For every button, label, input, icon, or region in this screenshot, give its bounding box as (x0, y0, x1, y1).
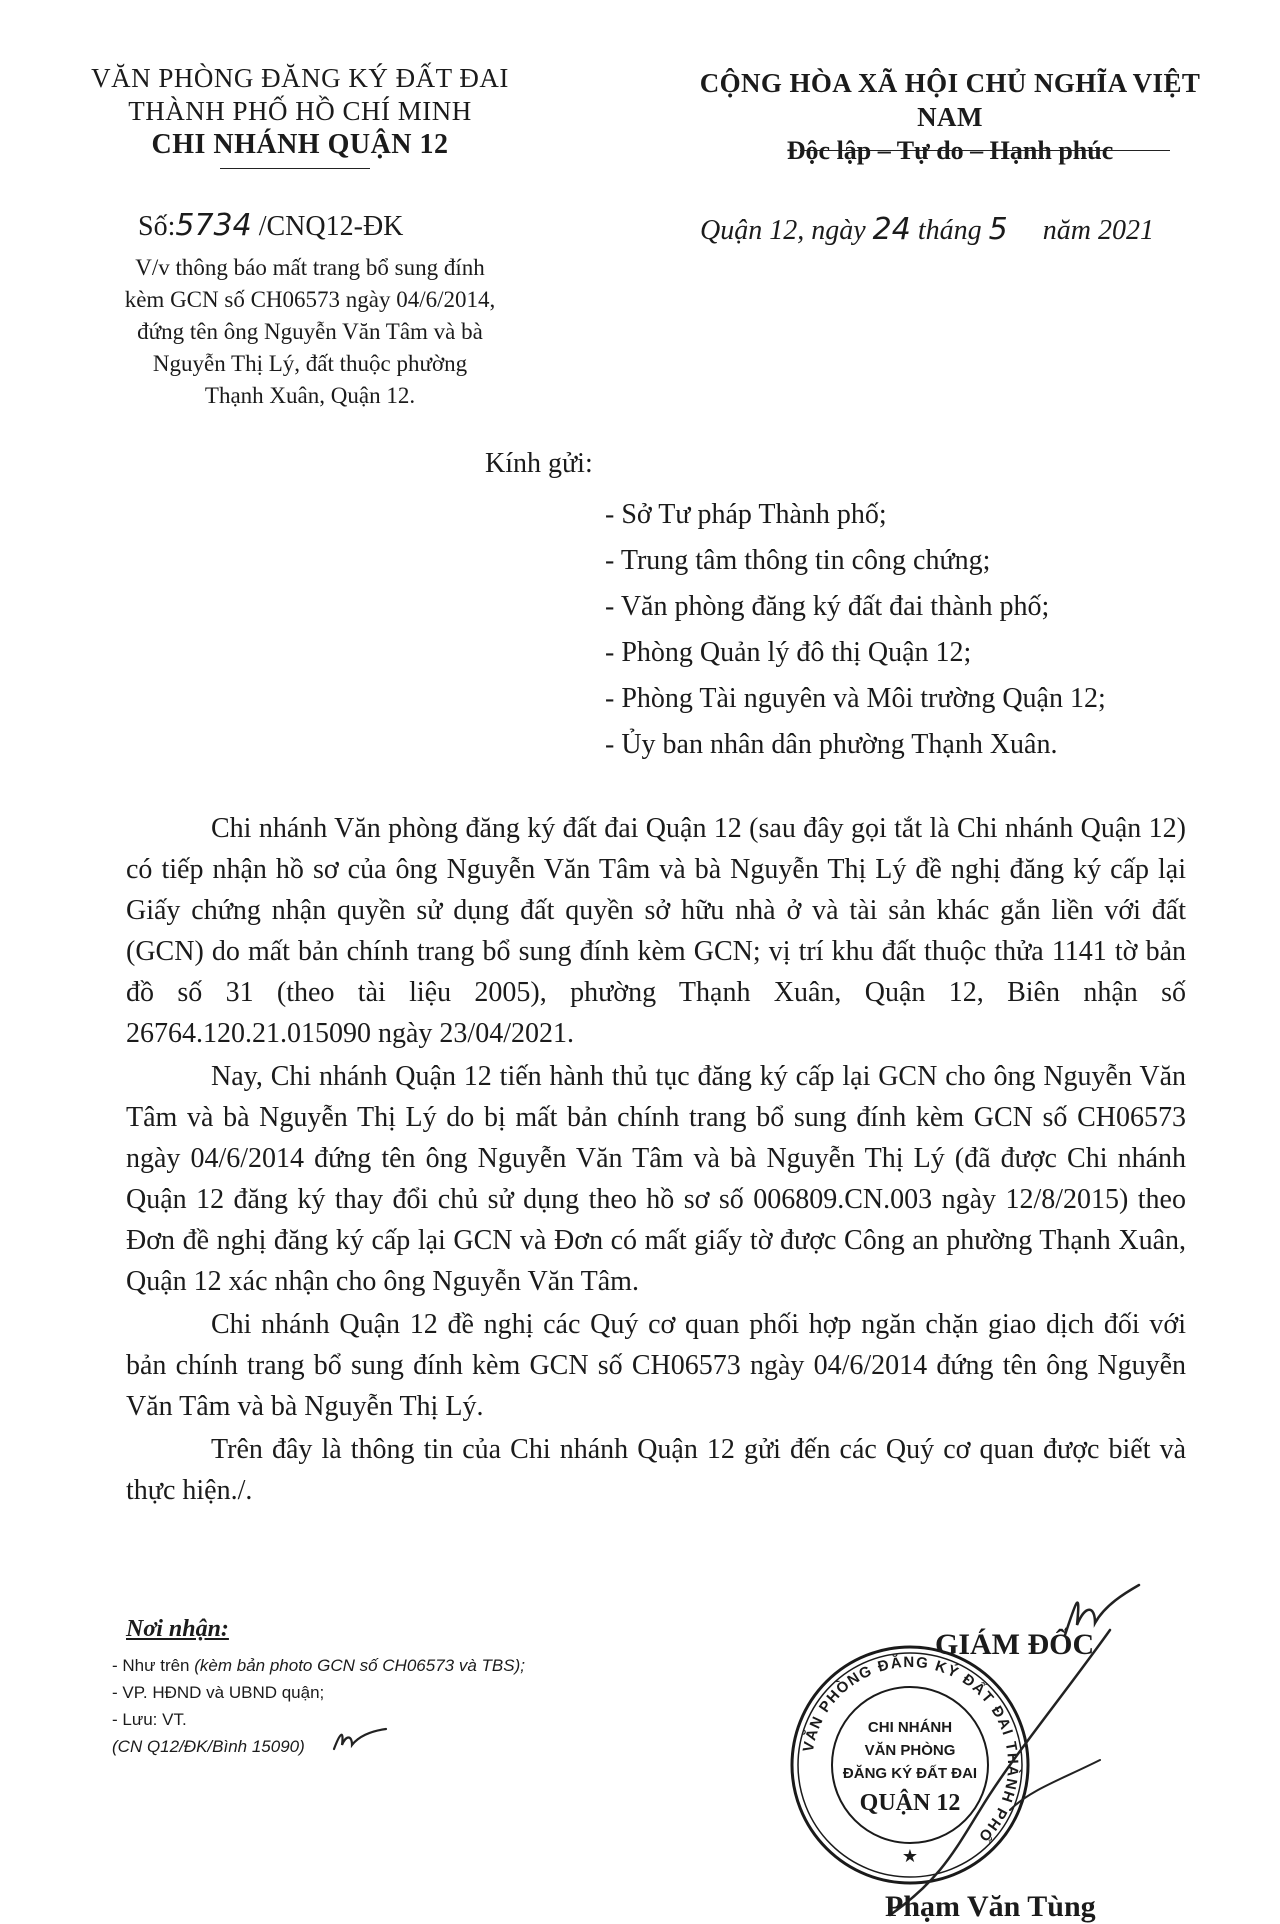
subject-line: Thạnh Xuân, Quận 12. (204, 383, 416, 408)
distribution-item (112, 1706, 525, 1733)
body-paragraph: Nay, Chi nhánh Quận 12 tiến hành thủ tục đăng ký cấp lại GCN cho ông Nguyễn Văn Tâm và bà Nguyễn Thị Lý do bị mất bản chính trang bổ sung đính kèm GCN số CH06573 ngày 04/6/2014 đứng tên ông Nguyễn Văn Tâm và bà Nguyễn Thị Lý (đã được Chi nhánh Quận 12 đăng ký thay đổi chủ sử dụng theo hồ sơ số 006809.CN.003 ngày 12/8/2015) theo Đơn đề nghị đăng ký cấp lại GCN và Đơn có mất giấy tờ được Công an phường Thạnh Xuân, Quận 12 xác nhận cho ông Nguyễn Văn Tâm. (126, 1061, 1186, 1297)
seal-inner-line: ĐĂNG KÝ ĐẤT ĐAI (842, 1765, 978, 1782)
document-number (138, 208, 403, 243)
date-place: Quận 12, ngày (700, 215, 866, 246)
distribution-title: Nơi nhận: (126, 1616, 229, 1642)
greeting: Kính gửi: (485, 448, 593, 479)
initials-signature (330, 1725, 390, 1755)
signature-initial (1055, 1575, 1145, 1645)
seal-inner-line: VĂN PHÒNG (864, 1742, 956, 1759)
subject-line: Nguyễn Thị Lý, đất thuộc phường (152, 351, 468, 376)
seal-inner-line: QUẬN 12 (859, 1790, 961, 1816)
date-year: năm 2021 (1042, 215, 1154, 246)
doc-number-handwritten: 5734 (175, 208, 252, 243)
doc-number-suffix: /CNQ12-ĐK (258, 211, 404, 242)
distribution-item (112, 1652, 525, 1679)
recipient-item: - Sở Tư pháp Thành phố; (605, 499, 887, 530)
body-paragraph: Chi nhánh Văn phòng đăng ký đất đai Quận 12 (sau đây gọi tắt là Chi nhánh Quận 12) có tiếp nhận hồ sơ của ông Nguyễn Văn Tâm và bà Nguyễn Thị Lý đề nghị đăng ký cấp lại Giấy chứng nhận quyền sử dụng đất quyền sở hữu nhà ở và tài sản khác gắn liền với đất (GCN) do mất bản chính trang bổ sung đính kèm GCN; vị trí khu đất thuộc thửa 1141 tờ bản đồ số 31 (theo tài liệu 2005), phường Thạnh Xuân, Quận 12, Biên nhận số 26764.120.21.015090 ngày 23/04/2021. (126, 813, 1186, 1049)
recipient-item: - Phòng Quản lý đô thị Quận 12; (605, 637, 972, 668)
document-date (700, 212, 1154, 247)
recipient-list (605, 492, 1106, 768)
body-paragraph: Trên đây là thông tin của Chi nhánh Quận 12 gửi đến các Quý cơ quan được biết và thực hiện./. (126, 1434, 1186, 1506)
issuing-agency-block (70, 62, 530, 161)
subject-line: V/v thông báo mất trang bổ sung đính (135, 255, 485, 280)
seal-outer-text: VĂN PHÒNG ĐĂNG KÝ ĐẤT ĐAI THÀNH PHỐ (799, 1653, 1022, 1846)
date-month: 5 (988, 212, 1008, 247)
seal-star-icon: ★ (901, 1846, 919, 1866)
agency-line-3: CHI NHÁNH QUẬN 12 (151, 129, 449, 160)
subject-block (90, 252, 530, 412)
distribution-list (112, 1652, 525, 1760)
motto: Độc lập – Tự do – Hạnh phúc (786, 136, 1114, 165)
signer-title: GIÁM ĐỐC (935, 1628, 1095, 1661)
agency-line-2: THÀNH PHỐ HỒ CHÍ MINH (128, 96, 472, 126)
motto-underline (800, 150, 1170, 151)
distribution-item (112, 1679, 525, 1706)
distribution-item-text: - Như trên (112, 1656, 195, 1675)
body-paragraph: Chi nhánh Quận 12 đề nghị các Quý cơ quan phối hợp ngăn chặn giao dịch đối với bản chính trang bổ sung đính kèm GCN số CH06573 ngày 04/6/2014 đứng tên ông Nguyễn Văn Tâm và bà Nguyễn Thị Lý. (126, 1309, 1186, 1422)
recipient-item: - Trung tâm thông tin công chứng; (605, 545, 991, 576)
distribution-item-note: (CN Q12/ĐK/Bình 15090) (112, 1737, 305, 1756)
subject-line: đứng tên ông Nguyễn Văn Tâm và bà (137, 319, 483, 344)
distribution-item (112, 1733, 525, 1760)
recipient-item: - Ủy ban nhân dân phường Thạnh Xuân. (605, 729, 1058, 760)
signer-name: Phạm Văn Tùng (885, 1890, 1096, 1923)
subject-line: kèm GCN số CH06573 ngày 04/6/2014, (124, 287, 496, 312)
distribution-item-text: - VP. HĐND và UBND quận; (112, 1683, 325, 1702)
distribution-item-text: - Lưu: VT. (112, 1710, 187, 1729)
agency-line-1: VĂN PHÒNG ĐĂNG KÝ ĐẤT ĐAI (91, 63, 509, 93)
doc-number-prefix: Số: (138, 211, 176, 242)
national-motto-block (680, 66, 1220, 168)
seal-inner-line: CHI NHÁNH (867, 1719, 953, 1736)
recipient-item: - Văn phòng đăng ký đất đai thành phố; (605, 591, 1050, 622)
letter-body (126, 808, 1186, 1513)
agency-underline (220, 168, 370, 169)
date-month-label: tháng (917, 215, 982, 246)
country-name: CỘNG HÒA XÃ HỘI CHỦ NGHĨA VIỆT NAM (699, 68, 1201, 132)
date-day: 24 (872, 212, 911, 247)
recipient-item: - Phòng Tài nguyên và Môi trường Quận 12; (605, 683, 1106, 714)
distribution-item-note: (kèm bản photo GCN số CH06573 và TBS); (194, 1656, 525, 1675)
